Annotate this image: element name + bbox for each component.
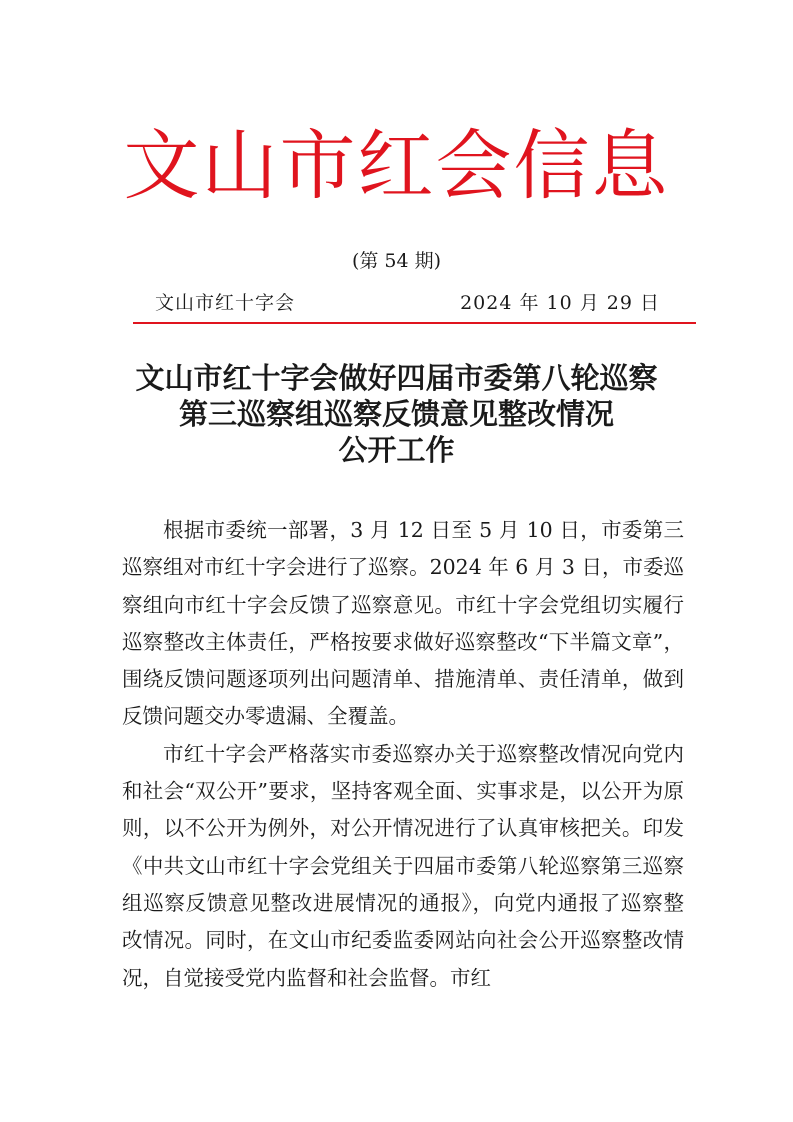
masthead-title: 文山市红会信息 bbox=[123, 121, 670, 210]
title-line-2: 第三巡察组巡察反馈意见整改情况 bbox=[178, 397, 614, 431]
body-paragraph-2: 市红十字会严格落实市委巡察办关于巡察整改情况向党内和社会“双公开”要求，坚持客观全面、实事求是，以公开为原则，以不公开为例外，对公开情况进行了认真审核把关。印发《中共文山市红十字会党组关于四届市委第八轮巡察第三巡察组巡察反馈意见整改进展情况的通报》，向党内通报了巡察整改情况。同时，在文山市纪委监委网站向社会公开巡察整改情况，自觉接受党内监督和社会监督。市红 bbox=[122, 741, 684, 990]
title-line-1: 文山市红十字会做好四届市委第八轮巡察 bbox=[135, 361, 658, 395]
document-body bbox=[122, 512, 684, 997]
issue-date: 2024 年 10 月 29 日 bbox=[460, 292, 660, 314]
issuing-organization: 文山市红十字会 bbox=[155, 292, 296, 314]
body-paragraph-1: 根据市委统一部署，3 月 12 日至 5 月 10 日，市委第三巡察组对市红十字会进行了巡察。2024 年 6 月 3 日，市委巡察组向市红十字会反馈了巡察意见。市红十字会党组切实履行巡察整改主体责任，严格按要求做好巡察整改“下半篇文章”，围绕反馈问题逐项列出问题清单、措施清单、责任清单，做到反馈问题交办零遗漏、全覆盖。 bbox=[122, 518, 684, 729]
title-line-3: 公开工作 bbox=[338, 433, 455, 467]
issue-number: (第 54 期) bbox=[351, 250, 442, 272]
red-separator-line bbox=[133, 322, 696, 324]
document-title bbox=[100, 360, 693, 468]
